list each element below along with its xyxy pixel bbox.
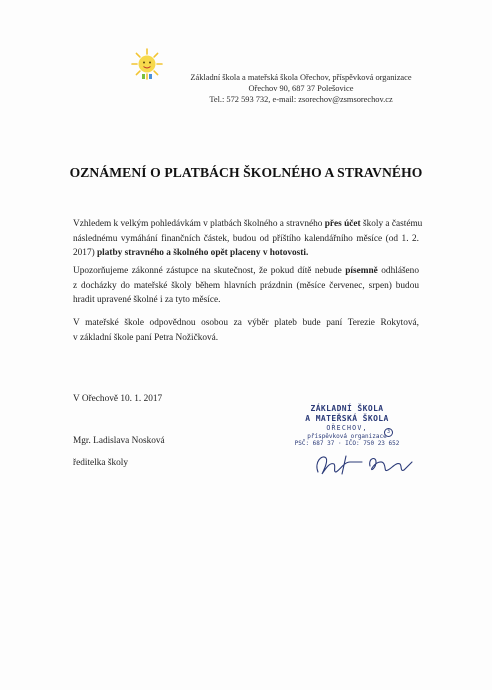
paragraph-line: z docházky do mateřské školy během hlavních prázdnin (měsíce červenec, srpen) budou [73,280,419,291]
signer-role: ředitelka školy [73,458,128,468]
text-run: odhlášeno [377,266,419,276]
stamp-number-circle [384,428,393,437]
stamp-line: příspěvková organizace [307,433,387,440]
stamp-number: 3 [386,429,390,435]
paragraph-payments [73,217,423,261]
emphasis-text: přes účet [324,219,361,229]
header-address: Ořechov 90, 687 37 Polešovice [248,84,354,93]
text-run: Vzhledem k velkým pohledávkám v platbách školného a stravného [73,219,325,229]
text-run: školy a častému [360,219,423,229]
stamp-line: ZÁKLADNÍ ŠKOLA [310,404,384,413]
header-school-name: Základní škola a mateřská škola Ořechov, příspěvková organizace [190,73,412,82]
handwritten-signature [300,448,430,480]
paragraph-line [73,264,419,279]
paragraph-responsible [73,316,419,345]
paragraph-line: následnému vymáhání finančních částek, budou od příštího kalendářního měsíce (od 1. 2. [73,233,419,244]
sun-logo-icon [130,47,164,81]
school-header [171,72,431,105]
stamp-line: PSČ: 687 37 · IČO: 750 23 652 [294,440,400,447]
header-contact: Tel.: 572 593 732, e-mail: zsorechov@zsmsorechov.cz [209,95,393,104]
stamp-line: OŘECHOV, [326,424,368,432]
page-title: OZNÁMENÍ O PLATBÁCH ŠKOLNÉHO A STRAVNÉHO [69,165,423,180]
paragraph-line: hradit upravené školné i za tyto měsíce. [73,295,221,306]
signer-name: Mgr. Ladislava Nosková [73,436,165,446]
paragraph-line [73,217,423,232]
paragraph-line: v základní škole paní Petra Nožičková. [73,332,219,343]
document-date: V Ořechově 10. 1. 2017 [73,394,163,404]
emphasis-text: písemně [345,266,378,276]
stamp-line: A MATEŘSKÁ ŠKOLA [305,414,389,423]
paragraph-line: V mateřské škole odpovědnou osobou za výběr plateb bude paní Terezie Rokytová, [73,318,419,328]
paragraph-notice [73,264,419,308]
text-run: 2017) [73,248,98,259]
emphasis-text: platby stravného a školného opět placeny v hotovosti. [97,248,309,259]
text-run: Upozorňujeme zákonné zástupce na skutečnost, že pokud dítě nebude [73,266,346,276]
paragraph-line [73,246,419,261]
